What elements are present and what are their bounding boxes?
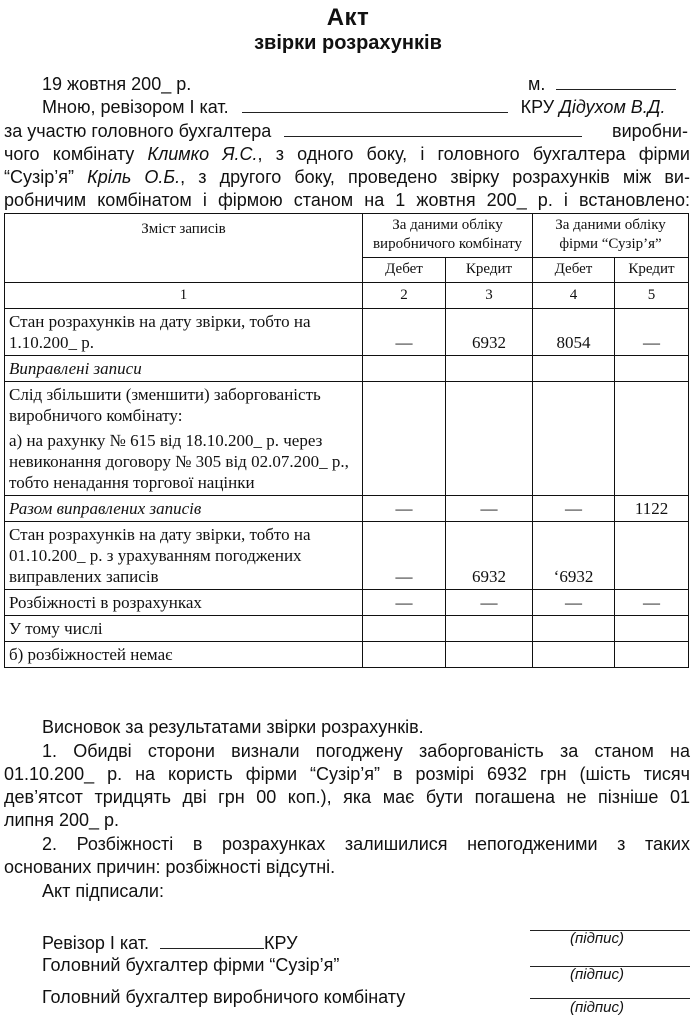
table-head-row-1	[5, 214, 689, 258]
intro-line5-b: , з другого боку, проведено звірку розрахунків між ви-	[180, 167, 690, 187]
intro-line-4	[4, 143, 690, 165]
row-cell-col-5	[615, 428, 689, 496]
intro-line4-b: , з одного боку, і головного бухгалтера фірми	[257, 144, 690, 164]
row-label: Разом виправлених записів	[5, 496, 363, 522]
row-cell-col-3: 6932	[446, 309, 533, 356]
kril-name: Кріль О.Б.	[87, 167, 181, 187]
row-cell-col-4	[533, 642, 615, 668]
row-cell-col-4	[533, 616, 615, 642]
head-group-1: За даними обліку виробничого комбінату	[363, 214, 533, 258]
table-row	[5, 642, 689, 668]
intro-date: 19 жовтня 200_ р.	[42, 74, 192, 94]
table-colnum-row	[5, 283, 689, 309]
intro-line-5	[4, 166, 690, 188]
row-cell-col-2	[363, 428, 446, 496]
row-cell-col-3	[446, 382, 533, 429]
intro-line2-kru: КРУ	[520, 97, 555, 117]
row-cell-col-5	[615, 356, 689, 382]
table-body	[5, 309, 689, 668]
page-subtitle: звірки розрахунків	[254, 32, 442, 54]
head-group-2: За даними обліку фірми “Сузір’я”	[533, 214, 689, 258]
row-cell-col-4: —	[533, 496, 615, 522]
signature-2: Головний бухгалтер фірми “Сузір’я”	[42, 955, 340, 975]
table-row	[5, 428, 689, 496]
row-cell-col-2	[363, 616, 446, 642]
row-cell-col-4	[533, 382, 615, 429]
row-cell-col-2: —	[363, 522, 446, 590]
colnum-3: 3	[446, 283, 533, 309]
head-debit-2: Дебет	[533, 258, 615, 283]
row-cell-col-5	[615, 382, 689, 429]
colnum-5: 5	[615, 283, 689, 309]
accountant-blank	[284, 120, 582, 137]
table-row	[5, 356, 689, 382]
conclusion-p1-l3: дев’ятсот тридцять дві грн 00 коп.), яка має бути погашена не пізніше 01	[4, 787, 690, 807]
reconciliation-table	[4, 213, 689, 668]
table-row	[5, 309, 689, 356]
intro-line3-end: виробни-	[612, 121, 688, 141]
row-cell-col-4	[533, 428, 615, 496]
row-cell-col-5: 1122	[615, 496, 689, 522]
intro-line-3	[4, 120, 582, 142]
table-row	[5, 522, 689, 590]
colnum-4: 4	[533, 283, 615, 309]
conclusion-p2-l1: 2. Розбіжності в розрахунках залишилися непогодженими з таких	[42, 834, 690, 854]
row-cell-col-5	[615, 616, 689, 642]
row-cell-col-2: —	[363, 590, 446, 616]
row-cell-col-5: —	[615, 590, 689, 616]
city-label: м.	[528, 74, 546, 94]
row-label: б) розбіжностей немає	[5, 642, 363, 668]
signature-1	[42, 932, 298, 954]
row-cell-col-4	[533, 356, 615, 382]
row-cell-col-5	[615, 522, 689, 590]
row-label: Виправлені записи	[5, 356, 363, 382]
conclusion-p1-l2: 01.10.200_ р. на користь фірми “Сузір’я” в розмірі 6932 грн (шість тисяч	[4, 764, 690, 784]
row-cell-col-3	[446, 642, 533, 668]
head-debit-1: Дебет	[363, 258, 446, 283]
city-blank	[556, 73, 676, 90]
row-label: а) на рахунку № 615 від 18.10.200_ р. через невиконання договору № 305 від 02.07.200_ р., тобто ненадання торгової націнки	[5, 428, 363, 496]
row-cell-col-4: —	[533, 590, 615, 616]
row-cell-col-3	[446, 428, 533, 496]
sig1-hint: (підпис)	[570, 930, 624, 947]
sig1-kru: КРУ	[264, 933, 298, 953]
row-label: Стан розрахунків на дату звірки, тобто на 01.10.200_ р. з урахуванням погоджених виправлених записів	[5, 522, 363, 590]
inspector-blank	[242, 96, 508, 113]
row-cell-col-2: —	[363, 309, 446, 356]
row-cell-col-2	[363, 356, 446, 382]
row-cell-col-2: —	[363, 496, 446, 522]
intro-line-6: робничим комбінатом і фірмою станом на 1 жовтня 200_ р. і встановлено:	[4, 190, 690, 210]
intro-line3-start: за участю головного бухгалтера	[4, 121, 272, 141]
head-credit-2: Кредит	[615, 258, 689, 283]
head-content: Зміст записів	[5, 214, 363, 283]
row-cell-col-5: —	[615, 309, 689, 356]
row-cell-col-3	[446, 616, 533, 642]
conclusion-heading: Висновок за результатами звірки розрахунків.	[42, 717, 424, 737]
row-cell-col-4: ‘6932	[533, 522, 615, 590]
row-label: У тому числі	[5, 616, 363, 642]
intro-line4-a: чого комбінату	[4, 144, 135, 164]
sig1-label: Ревізор І кат.	[42, 933, 149, 953]
colnum-1: 1	[5, 283, 363, 309]
intro-line5-a: “Сузір’я”	[4, 167, 74, 187]
row-cell-col-4: 8054	[533, 309, 615, 356]
conclusion-p1-l4: липня 200_ р.	[4, 810, 120, 830]
sig3-hint: (підпис)	[570, 999, 624, 1016]
table-row	[5, 616, 689, 642]
row-cell-col-3: —	[446, 590, 533, 616]
signature-3: Головний бухгалтер виробничого комбінату	[42, 987, 406, 1007]
row-label: Слід збільшити (зменшити) заборгованість виробничого комбінату:	[5, 382, 363, 429]
sig1-blank	[160, 932, 264, 949]
reconciliation-table-wrap	[4, 213, 688, 668]
intro-line-2	[42, 96, 665, 118]
row-cell-col-3: 6932	[446, 522, 533, 590]
page-title: Акт	[326, 4, 370, 31]
conclusion-p2-l2: основаних причин: розбіжності відсутні.	[4, 857, 336, 877]
table-row	[5, 382, 689, 429]
intro-city	[528, 73, 676, 95]
row-label: Розбіжності в розрахунках	[5, 590, 363, 616]
intro-line2-start: Мною, ревізором І кат.	[42, 97, 229, 117]
row-cell-col-2	[363, 382, 446, 429]
row-cell-col-5	[615, 642, 689, 668]
klymko-name: Климко Я.С.	[147, 144, 258, 164]
table-row	[5, 590, 689, 616]
table-row	[5, 496, 689, 522]
row-cell-col-2	[363, 642, 446, 668]
signed-by: Акт підписали:	[42, 881, 164, 901]
head-credit-1: Кредит	[446, 258, 533, 283]
row-cell-col-3	[446, 356, 533, 382]
row-cell-col-3: —	[446, 496, 533, 522]
row-label: Стан розрахунків на дату звірки, тобто на 1.10.200_ р.	[5, 309, 363, 356]
sig2-hint: (підпис)	[570, 966, 624, 983]
conclusion-p1-l1: 1. Обидві сторони визнали погоджену заборгованість за станом на	[42, 741, 690, 761]
inspector-name: Дідухом В.Д.	[559, 97, 666, 117]
colnum-2: 2	[363, 283, 446, 309]
